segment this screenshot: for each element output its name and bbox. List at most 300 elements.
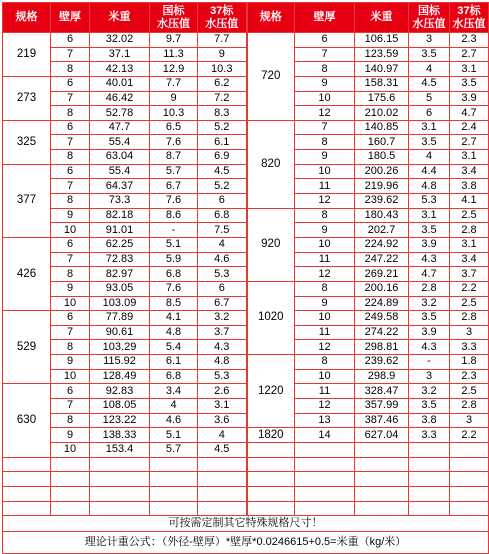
gb-cell: 2.8 bbox=[409, 281, 450, 296]
weight-cell: 180.43 bbox=[355, 208, 409, 223]
table-row bbox=[3, 194, 489, 209]
weight-cell: 55.4 bbox=[90, 135, 150, 150]
std37-cell: 6.7 bbox=[198, 296, 247, 311]
wall-cell: 10 bbox=[295, 164, 355, 179]
weight-cell: 123.22 bbox=[90, 413, 150, 428]
wall-cell: 6 bbox=[51, 237, 90, 252]
header-row bbox=[3, 3, 489, 33]
empty-cell bbox=[450, 472, 489, 487]
std37-cell: 2.7 bbox=[450, 135, 489, 150]
std37-cell: 3.6 bbox=[198, 413, 247, 428]
weight-cell: 91.01 bbox=[90, 223, 150, 238]
wall-cell: 6 bbox=[51, 164, 90, 179]
empty-cell bbox=[90, 457, 150, 472]
std37-cell: 2.6 bbox=[198, 384, 247, 399]
gb-cell: 3.5 bbox=[409, 135, 450, 150]
gb-cell: - bbox=[150, 223, 198, 238]
gb-cell: 5 bbox=[409, 91, 450, 106]
table-row bbox=[3, 442, 489, 457]
table-row bbox=[3, 120, 489, 135]
wall-cell: 8 bbox=[295, 62, 355, 77]
weight-cell: 82.97 bbox=[90, 267, 150, 282]
table-row bbox=[3, 223, 489, 238]
wall-cell: 6 bbox=[51, 33, 90, 48]
weight-cell: 37.1 bbox=[90, 47, 150, 62]
weight-cell: 153.4 bbox=[90, 442, 150, 457]
table-row bbox=[3, 413, 489, 428]
empty-cell bbox=[355, 501, 409, 516]
weight-cell: 202.7 bbox=[355, 223, 409, 238]
gb-cell: - bbox=[409, 355, 450, 370]
steel-pipe-spec-table-container bbox=[2, 2, 488, 554]
std37-cell: 3.4 bbox=[450, 164, 489, 179]
std37-cell: 4.5 bbox=[198, 164, 247, 179]
empty-cell bbox=[409, 501, 450, 516]
table-row bbox=[3, 179, 489, 194]
table-row bbox=[3, 296, 489, 311]
empty-cell bbox=[150, 501, 198, 516]
empty-cell bbox=[150, 457, 198, 472]
weight-cell: 328.47 bbox=[355, 384, 409, 399]
std37-cell: 3.7 bbox=[450, 267, 489, 282]
empty-cell bbox=[90, 501, 150, 516]
gb-cell: 7.6 bbox=[150, 194, 198, 209]
wall-cell: 11 bbox=[295, 384, 355, 399]
empty-cell bbox=[355, 457, 409, 472]
gb-cell: 4.5 bbox=[409, 76, 450, 91]
gb-cell: 4 bbox=[150, 399, 198, 414]
weight-cell: 224.92 bbox=[355, 237, 409, 252]
std37-cell: 7.7 bbox=[198, 33, 247, 48]
header-spec: 规格 bbox=[3, 3, 51, 33]
gb-cell: 5.9 bbox=[150, 252, 198, 267]
weight-cell: 108.05 bbox=[90, 399, 150, 414]
wall-cell: 7 bbox=[295, 120, 355, 135]
gb-cell: 4.8 bbox=[409, 179, 450, 194]
spec-cell: 219 bbox=[3, 33, 51, 77]
gb-cell: 12.9 bbox=[150, 62, 198, 77]
gb-cell: 5.7 bbox=[150, 164, 198, 179]
table-row bbox=[3, 62, 489, 77]
custom-spec-note: 可按需定制其它特殊规格尺寸！ bbox=[3, 516, 489, 532]
gb-cell: 4 bbox=[409, 150, 450, 165]
wall-cell: 10 bbox=[51, 296, 90, 311]
header-wall-right: 壁厚 bbox=[295, 3, 355, 33]
weight-cell: 77.89 bbox=[90, 311, 150, 326]
table-row bbox=[3, 237, 489, 252]
empty-cell bbox=[409, 486, 450, 501]
spec-cell: 1820 bbox=[247, 428, 295, 443]
table-row bbox=[3, 281, 489, 296]
wall-cell: 8 bbox=[51, 413, 90, 428]
weight-cell: 128.49 bbox=[90, 369, 150, 384]
weight-cell: 72.83 bbox=[90, 252, 150, 267]
weight-cell: 239.62 bbox=[355, 355, 409, 370]
weight-cell: 55.4 bbox=[90, 164, 150, 179]
std37-cell: 4.6 bbox=[198, 252, 247, 267]
std37-cell: 2.2 bbox=[450, 281, 489, 296]
table-row bbox=[3, 267, 489, 282]
gb-cell: 3.5 bbox=[409, 399, 450, 414]
weight-cell: 52.78 bbox=[90, 106, 150, 121]
std37-cell: 3.5 bbox=[450, 76, 489, 91]
empty-cell bbox=[90, 472, 150, 487]
wall-cell: 8 bbox=[295, 281, 355, 296]
wall-cell: 7 bbox=[51, 325, 90, 340]
gb-cell: 5.4 bbox=[150, 340, 198, 355]
wall-cell: 7 bbox=[51, 179, 90, 194]
empty-cell bbox=[409, 472, 450, 487]
gb-cell: 3.2 bbox=[409, 384, 450, 399]
wall-cell: 11 bbox=[295, 252, 355, 267]
std37-cell: 4.7 bbox=[450, 106, 489, 121]
empty-cell bbox=[247, 472, 295, 487]
wall-cell: 10 bbox=[295, 237, 355, 252]
gb-cell: 3.4 bbox=[150, 384, 198, 399]
std37-cell: 6.2 bbox=[198, 76, 247, 91]
std37-cell: 9 bbox=[198, 47, 247, 62]
std37-cell: 6.8 bbox=[198, 208, 247, 223]
weight-cell: 40.01 bbox=[90, 76, 150, 91]
wall-cell: 9 bbox=[51, 281, 90, 296]
gb-cell: 9 bbox=[150, 91, 198, 106]
spec-cell: 273 bbox=[3, 76, 51, 120]
wall-cell: 10 bbox=[295, 91, 355, 106]
empty-cell bbox=[247, 501, 295, 516]
weight-cell: 200.26 bbox=[355, 164, 409, 179]
weight-formula: 理论计重公式：（外径-壁厚）*壁厚*0.0246615+0.5=米重（kg/米） bbox=[3, 532, 489, 554]
std37-cell: 5.2 bbox=[198, 179, 247, 194]
empty-cell bbox=[3, 486, 51, 501]
empty-cell bbox=[150, 472, 198, 487]
std37-cell: 2.8 bbox=[450, 223, 489, 238]
weight-cell: 42.13 bbox=[90, 62, 150, 77]
std37-cell: 3.2 bbox=[198, 311, 247, 326]
gb-cell: 4.4 bbox=[409, 164, 450, 179]
gb-cell: 3 bbox=[409, 369, 450, 384]
table-row bbox=[3, 164, 489, 179]
std37-cell: 6 bbox=[198, 281, 247, 296]
empty-cell bbox=[90, 486, 150, 501]
wall-cell: 12 bbox=[295, 194, 355, 209]
std37-cell: 3.9 bbox=[450, 91, 489, 106]
empty-cell bbox=[3, 472, 51, 487]
note-row bbox=[3, 516, 489, 532]
std37-cell: 4 bbox=[198, 428, 247, 443]
weight-cell: 82.18 bbox=[90, 208, 150, 223]
weight-cell: 106.15 bbox=[355, 33, 409, 48]
weight-cell: 274.22 bbox=[355, 325, 409, 340]
wall-cell: 10 bbox=[295, 311, 355, 326]
table-row bbox=[3, 33, 489, 48]
wall-cell: 8 bbox=[295, 208, 355, 223]
empty-cell bbox=[3, 501, 51, 516]
std37-cell: 1.8 bbox=[450, 355, 489, 370]
spec-cell: 820 bbox=[247, 120, 295, 208]
std37-cell: 3.1 bbox=[450, 150, 489, 165]
empty-cell bbox=[355, 486, 409, 501]
weight-cell: 138.33 bbox=[90, 428, 150, 443]
empty-cell bbox=[150, 486, 198, 501]
std37-cell: 6.9 bbox=[198, 150, 247, 165]
gb-cell: 3.1 bbox=[409, 208, 450, 223]
std37-cell: 3.3 bbox=[450, 340, 489, 355]
std37-cell: 6 bbox=[198, 194, 247, 209]
wall-cell: 7 bbox=[51, 135, 90, 150]
table-row bbox=[3, 501, 489, 516]
std37-cell: 2.3 bbox=[450, 369, 489, 384]
empty-cell bbox=[295, 486, 355, 501]
wall-cell: 10 bbox=[295, 369, 355, 384]
gb-cell: 6.7 bbox=[150, 179, 198, 194]
gb-cell: 5.3 bbox=[409, 194, 450, 209]
table-row bbox=[3, 384, 489, 399]
table-row bbox=[3, 369, 489, 384]
wall-cell: 11 bbox=[295, 179, 355, 194]
wall-cell: 12 bbox=[295, 106, 355, 121]
gb-cell: 5.1 bbox=[150, 428, 198, 443]
gb-cell: 10.3 bbox=[150, 106, 198, 121]
gb-cell: 3 bbox=[409, 33, 450, 48]
table-row bbox=[3, 472, 489, 487]
wall-cell: 9 bbox=[295, 150, 355, 165]
std37-cell: 5.2 bbox=[198, 120, 247, 135]
weight-cell: 62.25 bbox=[90, 237, 150, 252]
std37-cell: 3.8 bbox=[450, 179, 489, 194]
weight-cell: 64.37 bbox=[90, 179, 150, 194]
wall-cell: 9 bbox=[51, 428, 90, 443]
empty-cell bbox=[295, 442, 355, 457]
wall-cell: 10 bbox=[51, 369, 90, 384]
gb-cell: 4.8 bbox=[150, 325, 198, 340]
std37-cell: 2.4 bbox=[450, 120, 489, 135]
wall-cell: 12 bbox=[295, 399, 355, 414]
wall-cell: 13 bbox=[295, 413, 355, 428]
std37-cell: 5.3 bbox=[198, 369, 247, 384]
std37-cell: 4.3 bbox=[198, 340, 247, 355]
table-row bbox=[3, 252, 489, 267]
weight-cell: 32.02 bbox=[90, 33, 150, 48]
header-gb-pressure: 国标 水压值 bbox=[150, 3, 198, 33]
gb-cell: 9.7 bbox=[150, 33, 198, 48]
gb-cell: 4.3 bbox=[409, 340, 450, 355]
weight-cell: 249.58 bbox=[355, 311, 409, 326]
gb-cell: 6.1 bbox=[150, 355, 198, 370]
gb-cell: 7.6 bbox=[150, 281, 198, 296]
table-row bbox=[3, 428, 489, 443]
std37-cell: 3.1 bbox=[450, 237, 489, 252]
wall-cell: 12 bbox=[295, 267, 355, 282]
weight-cell: 103.09 bbox=[90, 296, 150, 311]
table-row bbox=[3, 208, 489, 223]
weight-cell: 160.7 bbox=[355, 135, 409, 150]
empty-cell bbox=[295, 472, 355, 487]
gb-cell: 3.1 bbox=[409, 120, 450, 135]
std37-cell: 7.2 bbox=[198, 91, 247, 106]
weight-cell: 73.3 bbox=[90, 194, 150, 209]
table-row bbox=[3, 457, 489, 472]
empty-cell bbox=[247, 442, 295, 457]
gb-cell: 4.3 bbox=[409, 252, 450, 267]
wall-cell: 7 bbox=[51, 91, 90, 106]
empty-cell bbox=[51, 501, 90, 516]
wall-cell: 9 bbox=[295, 296, 355, 311]
gb-cell: 8.5 bbox=[150, 296, 198, 311]
weight-cell: 115.92 bbox=[90, 355, 150, 370]
std37-cell: 2.5 bbox=[450, 296, 489, 311]
wall-cell: 9 bbox=[51, 208, 90, 223]
weight-cell: 387.46 bbox=[355, 413, 409, 428]
gb-cell: 3.9 bbox=[409, 325, 450, 340]
gb-cell: 6 bbox=[409, 106, 450, 121]
steel-pipe-spec-table bbox=[2, 2, 489, 554]
gb-cell: 3.2 bbox=[409, 296, 450, 311]
std37-cell: 3.1 bbox=[198, 399, 247, 414]
spec-cell: 529 bbox=[3, 311, 51, 384]
std37-cell: 2.8 bbox=[450, 399, 489, 414]
spec-cell: 1220 bbox=[247, 355, 295, 428]
std37-cell: 4.8 bbox=[198, 355, 247, 370]
spec-cell: 720 bbox=[247, 33, 295, 121]
std37-cell: 2.8 bbox=[450, 311, 489, 326]
spec-cell: 325 bbox=[3, 120, 51, 164]
wall-cell: 6 bbox=[51, 120, 90, 135]
table-row bbox=[3, 355, 489, 370]
std37-cell: 4.5 bbox=[198, 442, 247, 457]
weight-cell: 210.02 bbox=[355, 106, 409, 121]
table-row bbox=[3, 340, 489, 355]
empty-cell bbox=[51, 486, 90, 501]
empty-cell bbox=[51, 457, 90, 472]
gb-cell: 4.6 bbox=[150, 413, 198, 428]
std37-cell: 8.3 bbox=[198, 106, 247, 121]
std37-cell: 3 bbox=[450, 325, 489, 340]
weight-cell: 269.21 bbox=[355, 267, 409, 282]
gb-cell: 3.8 bbox=[409, 413, 450, 428]
spec-cell: 1020 bbox=[247, 281, 295, 354]
empty-cell bbox=[450, 486, 489, 501]
wall-cell: 8 bbox=[295, 135, 355, 150]
table-row bbox=[3, 150, 489, 165]
gb-cell: 6.8 bbox=[150, 369, 198, 384]
wall-cell: 7 bbox=[51, 399, 90, 414]
spec-cell: 630 bbox=[3, 384, 51, 457]
empty-cell bbox=[198, 486, 247, 501]
std37-cell: 2.3 bbox=[450, 33, 489, 48]
wall-cell: 8 bbox=[51, 150, 90, 165]
wall-cell: 8 bbox=[51, 194, 90, 209]
weight-cell: 247.22 bbox=[355, 252, 409, 267]
gb-cell: 11.3 bbox=[150, 47, 198, 62]
weight-cell: 175.6 bbox=[355, 91, 409, 106]
wall-cell: 9 bbox=[51, 355, 90, 370]
weight-cell: 123.59 bbox=[355, 47, 409, 62]
std37-cell: 3.4 bbox=[450, 252, 489, 267]
empty-cell bbox=[450, 501, 489, 516]
table-row bbox=[3, 399, 489, 414]
empty-cell bbox=[3, 457, 51, 472]
table-row bbox=[3, 486, 489, 501]
gb-cell: 7.6 bbox=[150, 135, 198, 150]
weight-cell: 140.85 bbox=[355, 120, 409, 135]
gb-cell: 4.7 bbox=[409, 267, 450, 282]
spec-cell: 426 bbox=[3, 237, 51, 310]
spec-cell: 377 bbox=[3, 164, 51, 237]
wall-cell: 9 bbox=[295, 223, 355, 238]
table-row bbox=[3, 135, 489, 150]
header-gb-pressure-right: 国标 水压值 bbox=[409, 3, 450, 33]
gb-cell: 5.7 bbox=[150, 442, 198, 457]
gb-cell: 6.5 bbox=[150, 120, 198, 135]
empty-cell bbox=[295, 501, 355, 516]
table-row bbox=[3, 76, 489, 91]
empty-cell bbox=[247, 486, 295, 501]
wall-cell: 10 bbox=[51, 223, 90, 238]
std37-cell: 5.3 bbox=[198, 267, 247, 282]
weight-cell: 103.29 bbox=[90, 340, 150, 355]
empty-cell bbox=[247, 457, 295, 472]
spec-cell: 920 bbox=[247, 208, 295, 281]
wall-cell: 8 bbox=[295, 355, 355, 370]
header-weight-right: 米重 bbox=[355, 3, 409, 33]
empty-cell bbox=[409, 457, 450, 472]
gb-cell: 8.7 bbox=[150, 150, 198, 165]
header-spec-right: 规格 bbox=[247, 3, 295, 33]
empty-cell bbox=[198, 472, 247, 487]
empty-cell bbox=[198, 501, 247, 516]
table-row bbox=[3, 311, 489, 326]
empty-cell bbox=[409, 442, 450, 457]
weight-cell: 90.61 bbox=[90, 325, 150, 340]
wall-cell: 7 bbox=[51, 252, 90, 267]
gb-cell: 3.9 bbox=[409, 237, 450, 252]
wall-cell: 6 bbox=[51, 384, 90, 399]
std37-cell: 2.5 bbox=[450, 208, 489, 223]
std37-cell: 4.1 bbox=[450, 194, 489, 209]
header-37-pressure-right: 37标 水压值 bbox=[450, 3, 489, 33]
empty-cell bbox=[355, 442, 409, 457]
weight-cell: 92.83 bbox=[90, 384, 150, 399]
wall-cell: 12 bbox=[295, 340, 355, 355]
weight-cell: 357.99 bbox=[355, 399, 409, 414]
table-row bbox=[3, 106, 489, 121]
gb-cell: 3.5 bbox=[409, 223, 450, 238]
wall-cell: 8 bbox=[51, 106, 90, 121]
weight-cell: 63.04 bbox=[90, 150, 150, 165]
wall-cell: 8 bbox=[51, 62, 90, 77]
weight-cell: 47.7 bbox=[90, 120, 150, 135]
weight-cell: 158.31 bbox=[355, 76, 409, 91]
empty-cell bbox=[198, 457, 247, 472]
weight-cell: 180.5 bbox=[355, 150, 409, 165]
std37-cell: 6.1 bbox=[198, 135, 247, 150]
std37-cell: 3.7 bbox=[198, 325, 247, 340]
table-row bbox=[3, 47, 489, 62]
gb-cell: 3.5 bbox=[409, 311, 450, 326]
table-body bbox=[3, 33, 489, 516]
std37-cell: 2.2 bbox=[450, 428, 489, 443]
wall-cell: 7 bbox=[295, 47, 355, 62]
std37-cell: 7.5 bbox=[198, 223, 247, 238]
std37-cell: 4 bbox=[198, 237, 247, 252]
wall-cell: 6 bbox=[51, 311, 90, 326]
header-wall: 壁厚 bbox=[51, 3, 90, 33]
wall-cell: 6 bbox=[51, 76, 90, 91]
weight-cell: 46.42 bbox=[90, 91, 150, 106]
weight-cell: 93.05 bbox=[90, 281, 150, 296]
gb-cell: 4 bbox=[409, 62, 450, 77]
std37-cell: 3.1 bbox=[450, 62, 489, 77]
